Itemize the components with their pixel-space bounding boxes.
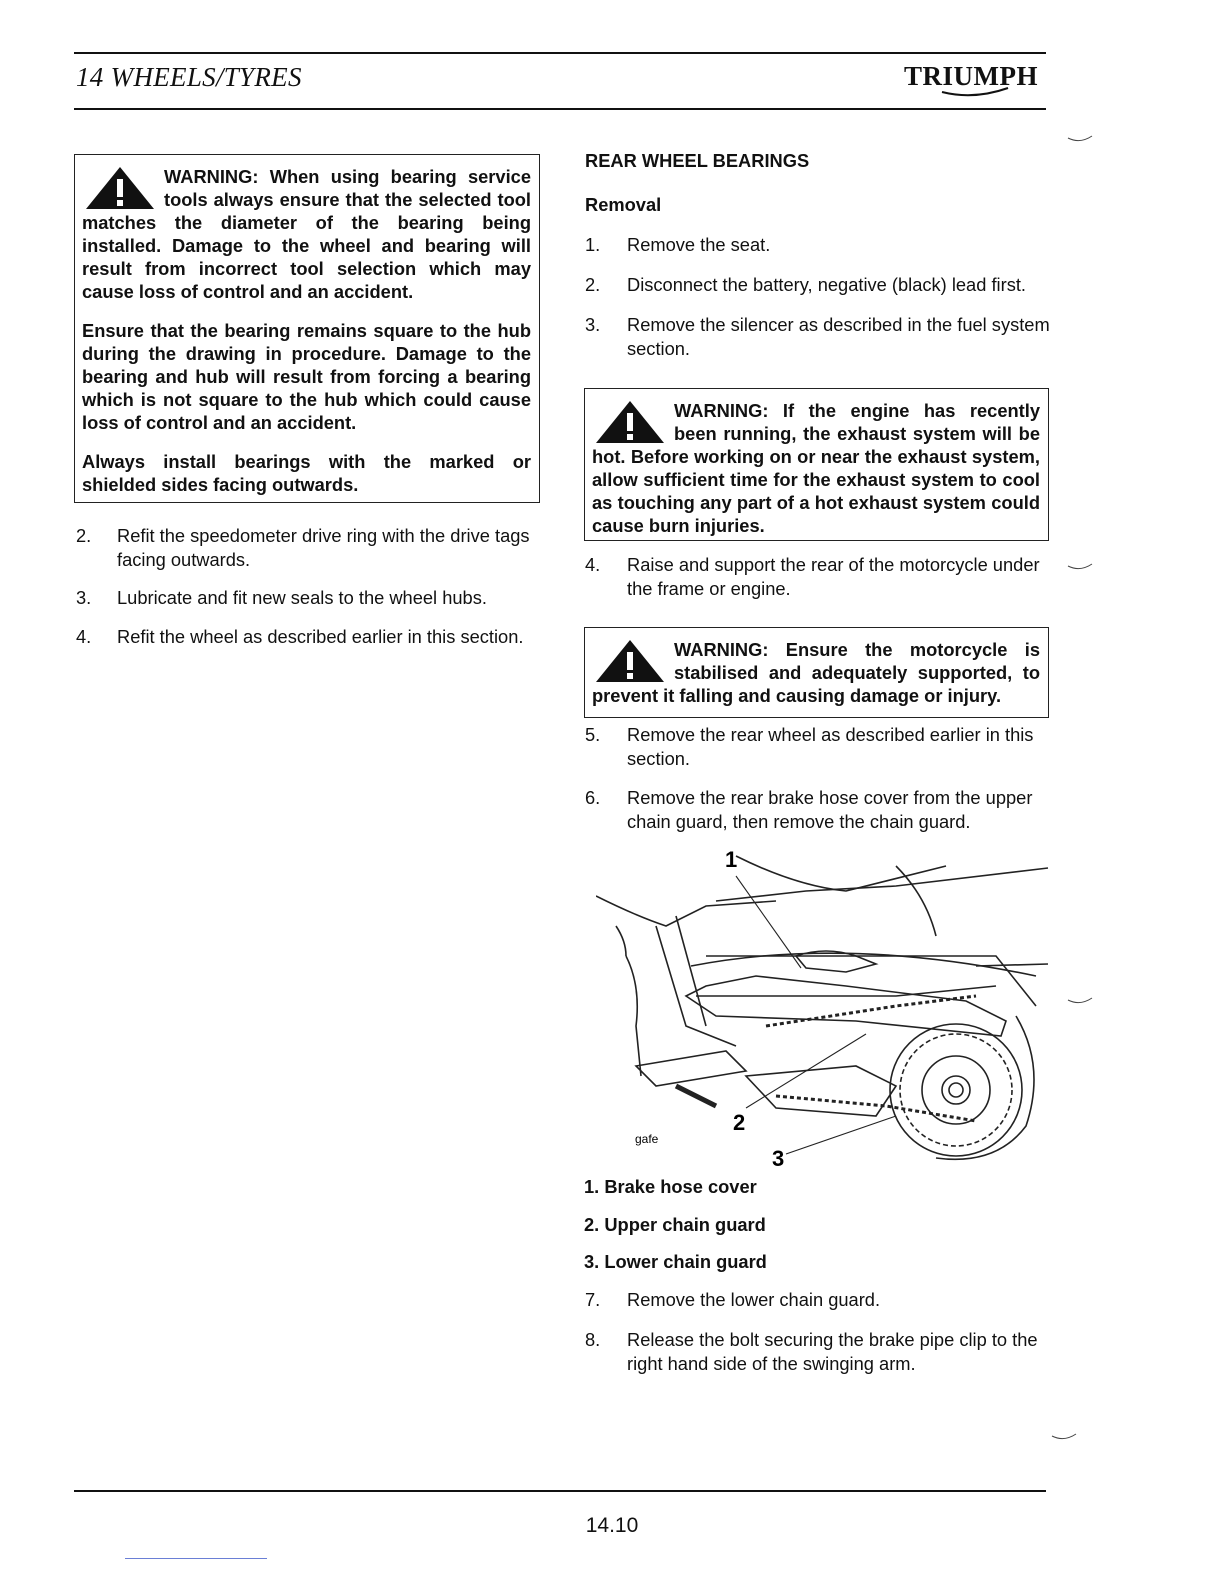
step-text: Remove the rear wheel as described earlier in this section. <box>627 724 1034 769</box>
figure-label-1: 1 <box>725 847 738 872</box>
figure-caption-2: 2. Upper chain guard <box>584 1214 766 1235</box>
step-text: Remove the seat. <box>627 234 771 255</box>
step-text: Remove the rear brake hose cover from the upper chain guard, then remove the chain guard. <box>627 787 1033 832</box>
warning-triangle-icon <box>82 165 158 211</box>
figure-label-3: 3 <box>772 1146 785 1171</box>
scan-mark-icon <box>1050 1426 1080 1446</box>
figure-code: gafe <box>635 1132 659 1146</box>
step-number: 1. <box>585 234 601 255</box>
step-number: 4. <box>76 626 92 647</box>
step-number: 6. <box>585 787 601 808</box>
left-warning-paragraph-2: Ensure that the bearing remains square to the hub during the drawing in procedure. Damage to the bearing and hub will result from forcing a bearing which is not square to the hub which could cause loss of control and an accident. <box>82 320 531 433</box>
warning-triangle-icon <box>592 638 668 684</box>
chain-guard-diagram <box>596 846 1052 1172</box>
left-warning-paragraph-3: Always install bearings with the marked or shielded sides facing outwards. <box>82 451 531 495</box>
header-bottom-rule <box>74 108 1046 110</box>
step-text: Release the bolt securing the brake pipe clip to the right hand side of the swinging arm. <box>627 1329 1038 1374</box>
step-number: 4. <box>585 554 601 575</box>
section-heading: REAR WHEEL BEARINGS <box>585 150 810 171</box>
leader-lines <box>736 876 896 1154</box>
figure-caption-1: 1. Brake hose cover <box>584 1176 757 1197</box>
step-text: Refit the wheel as described earlier in this section. <box>117 626 524 647</box>
step-number: 7. <box>585 1289 601 1310</box>
footer-rule <box>74 1490 1046 1492</box>
logo-swoosh-icon <box>904 58 1044 98</box>
step-number: 3. <box>76 587 92 608</box>
step-number: 3. <box>585 314 601 335</box>
step-number: 2. <box>585 274 601 295</box>
step-number: 5. <box>585 724 601 745</box>
scan-mark-icon <box>1066 124 1096 144</box>
step-text: Remove the lower chain guard. <box>627 1289 881 1310</box>
step-text: Remove the silencer as described in the fuel system section. <box>627 314 1050 359</box>
exhaust-warning-text: WARNING: If the engine has recently been running, the exhaust system will be hot. Before working on or near the exhaust system, allow sufficient time for the exhaust system to cool as touching any part of a hot exhaust system could cause burn injuries. <box>592 400 1040 536</box>
section-title: 14 WHEELS/TYRES <box>76 62 302 92</box>
step-number: 8. <box>585 1329 601 1350</box>
scan-mark-icon <box>1066 556 1096 576</box>
scan-mark-icon <box>1066 990 1096 1010</box>
figure-caption-3: 3. Lower chain guard <box>584 1251 767 1272</box>
step-text: Refit the speedometer drive ring with the drive tags facing outwards. <box>117 525 530 570</box>
bottom-edge-line <box>125 1558 267 1559</box>
triumph-logo <box>904 58 1044 98</box>
step-text: Raise and support the rear of the motorcycle under the frame or engine. <box>627 554 1040 599</box>
brand-text: TRIUMPH <box>904 61 1038 91</box>
step-text: Lubricate and fit new seals to the wheel hubs. <box>117 587 487 608</box>
subsection-heading: Removal <box>585 194 662 215</box>
figure-label-2: 2 <box>733 1110 746 1135</box>
header-top-rule <box>74 52 1046 54</box>
left-warning-box <box>74 154 540 503</box>
warning-triangle-icon <box>592 399 668 445</box>
exhaust-warning-box <box>584 388 1049 541</box>
left-warning-paragraph-1: WARNING: When using bearing service tools always ensure that the selected tool matches the diameter of the bearing being installed. Damage to the wheel and bearing will result from incorrect tool selection which may cause loss of control and an accident. <box>82 166 531 302</box>
step-number: 2. <box>76 525 92 546</box>
support-warning-box <box>584 627 1049 718</box>
support-warning-text: WARNING: Ensure the motorcycle is stabilised and adequately supported, to prevent it falling and causing damage or injury. <box>592 639 1040 706</box>
page-number: 14.10 <box>585 1514 639 1537</box>
motorcycle-line-drawing <box>596 856 1048 1159</box>
step-text: Disconnect the battery, negative (black) lead first. <box>627 274 1026 295</box>
